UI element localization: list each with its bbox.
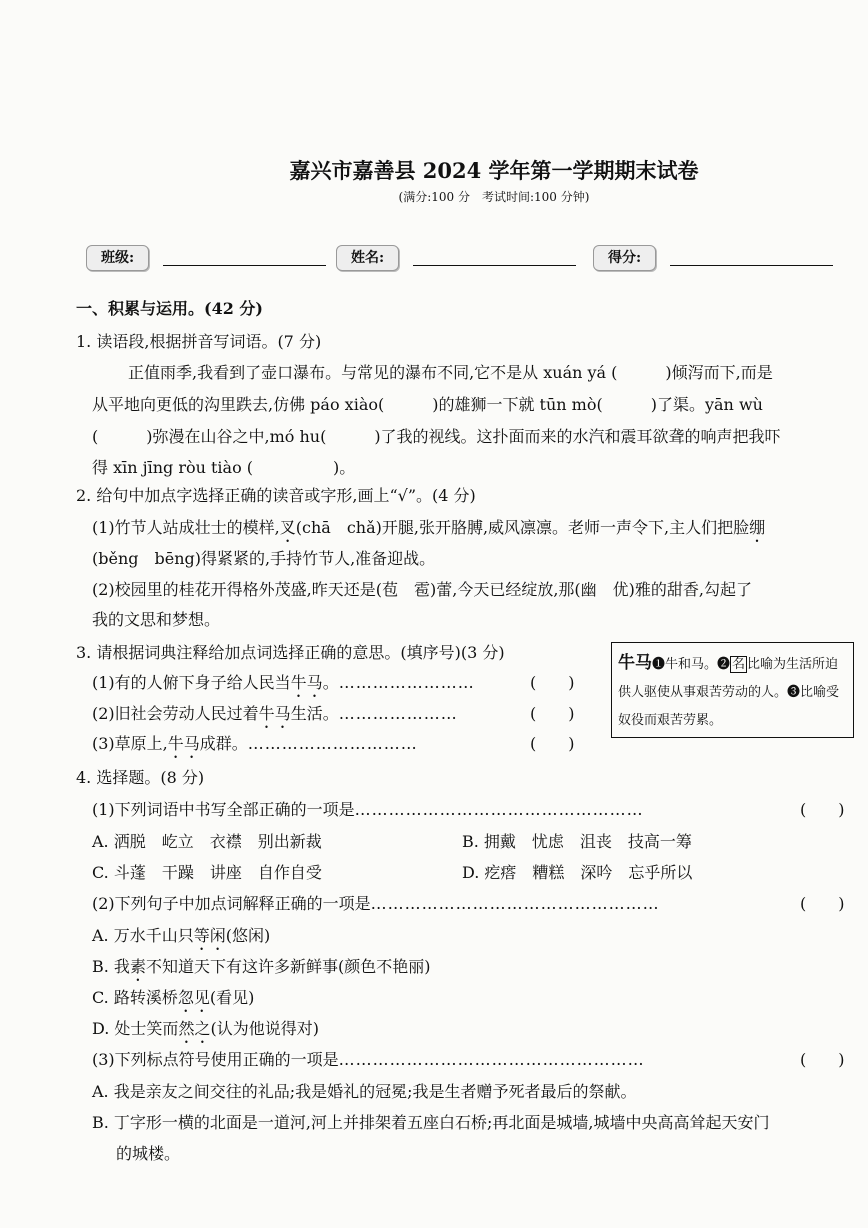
q2-item-1 [92, 518, 765, 546]
q4-text: D. 处士笑而 [92, 1019, 179, 1038]
q3-item-3 [92, 734, 418, 762]
answer-paren[interactable]: ( ) [530, 734, 575, 753]
q1-line-2: 从平地向更低的沟里跌去,仿佛 páo xiào( )的雄狮一下就 tūn mò( )了渠。yān wù [92, 395, 763, 414]
dict-def: 比喻为生活所迫供人驱使从事艰苦劳动的人。❸比喻受奴役而艰苦劳累。 [618, 657, 840, 728]
q4-text: (3)下列标点符号使用正确的一项是 [92, 1050, 339, 1069]
q4-sub1-question [92, 800, 644, 820]
answer-paren[interactable]: ( ) [800, 894, 845, 913]
dict-def: ❶牛和马。❷ [652, 657, 731, 672]
dot-leader: ……………………………………………… [338, 1050, 645, 1069]
noun-tag: 名 [732, 657, 746, 672]
name-label: 姓名: [336, 245, 399, 271]
q4-text: A. 万水千山只 [92, 926, 194, 945]
dot-leader: ………………… [338, 704, 458, 723]
q4-text: (悠闲) [225, 926, 271, 945]
q4-text: C. 路转溪桥 [92, 988, 178, 1007]
option-c [92, 988, 254, 1016]
q4-text: 不知道天下有这许多新鲜事(颜色不艳丽) [145, 957, 431, 976]
dotted-word: 牛马 [290, 673, 323, 692]
dot-leader: ………………………… [247, 734, 418, 753]
answer-paren[interactable]: ( ) [800, 800, 845, 819]
score-blank[interactable] [670, 265, 833, 266]
class-blank[interactable] [163, 265, 326, 266]
q4-text: (2)下列句子中加点词解释正确的一项是 [92, 894, 371, 913]
dotted-word: 忽见 [177, 988, 210, 1007]
answer-paren[interactable]: ( ) [800, 1050, 845, 1069]
q2-text: (chā chǎ)开腿,张开胳膊,威风凛凛。老师一声令下,主人们把脸 [295, 518, 750, 537]
answer-paren[interactable]: ( ) [530, 673, 575, 692]
option-d [92, 1019, 319, 1047]
q2-text: (1)竹节人站成壮士的模样, [92, 518, 280, 537]
q4-text: B. 我 [92, 957, 130, 976]
option-b: B. 拥戴 忧虑 沮丧 技高一筹 [462, 832, 692, 851]
answer-paren[interactable]: ( ) [530, 704, 575, 723]
score-label: 得分: [593, 245, 656, 271]
q3-text: (1)有的人俯下身子给人民当 [92, 673, 291, 692]
q3-text: 成群。 [199, 734, 248, 753]
option-b: B. 丁字形一横的北面是一道河,河上并排架着五座白石桥;再北面是城墙,城墙中央高高耸起天安门 [92, 1113, 770, 1132]
question-3-title: 3. 请根据词典注释给加点词选择正确的意思。(填序号)(3 分) [76, 643, 505, 662]
option-a: A. 洒脱 屹立 衣襟 别出新裁 [92, 832, 322, 851]
question-2-title: 2. 给句中加点字选择正确的读音或字形,画上“√”。(4 分) [76, 486, 476, 505]
q4-text: (看见) [209, 988, 255, 1007]
dotted-word: 牛马 [167, 734, 200, 753]
q4-sub3-question [92, 1050, 645, 1070]
dot-leader: …………………………………………… [354, 800, 644, 819]
q4-sub2-question [92, 894, 660, 914]
dotted-word: 然之 [178, 1019, 211, 1038]
dotted-char: 叉 [279, 518, 296, 537]
q3-item-2 [92, 704, 458, 732]
q4-text: (认为他说得对) [210, 1019, 319, 1038]
dotted-word: 等闲 [193, 926, 226, 945]
dot-leader: …………………………………………… [370, 894, 660, 913]
q4-text: (1)下列词语中书写全部正确的一项是 [92, 800, 355, 819]
option-d: D. 疙瘩 糟糕 深吟 忘乎所以 [462, 863, 693, 882]
dictionary-entry-box [611, 642, 854, 738]
option-a: A. 我是亲友之间交往的礼品;我是婚礼的冠冕;我是生者赠予死者最后的祭献。 [92, 1082, 637, 1101]
option-a [92, 926, 270, 954]
name-blank[interactable] [413, 265, 576, 266]
exam-subtitle: (满分:100 分 考试时间:100 分钟) [398, 190, 590, 204]
q3-text: 。 [322, 673, 339, 692]
class-label: 班级: [86, 245, 149, 271]
q1-line-4: 得 xīn jīng ròu tiào ( )。 [92, 458, 356, 477]
question-1-title: 1. 读语段,根据拼音写词语。(7 分) [76, 332, 322, 351]
page-title: 嘉兴市嘉善县 2024 学年第一学期期末试卷 [289, 158, 699, 183]
option-b-cont: 的城楼。 [116, 1144, 181, 1163]
q1-line-3: ( )弥漫在山谷之中,mó hu( )了我的视线。这扑面而来的水汽和震耳欲聋的响声把我吓 [92, 427, 781, 446]
q3-text: 生活。 [290, 704, 339, 723]
dotted-word: 牛马 [258, 704, 291, 723]
q1-line-1: 正值雨季,我看到了壶口瀑布。与常见的瀑布不同,它不是从 xuán yá ( )倾泻而下,而是 [128, 363, 773, 382]
option-b [92, 957, 430, 985]
section-heading: 一、积累与运用。(42 分) [76, 299, 263, 318]
q2-item-1-cont: (běng bēng)得紧紧的,手持竹节人,准备迎战。 [92, 549, 436, 568]
option-c: C. 斗蓬 干躁 讲座 自作自受 [92, 863, 322, 882]
dotted-char: 绷 [749, 518, 766, 537]
q3-text: (3)草原上, [92, 734, 168, 753]
q2-item-2-cont: 我的文思和梦想。 [92, 610, 221, 629]
q3-item-1 [92, 673, 475, 701]
q2-item-2: (2)校园里的桂花开得格外茂盛,昨天还是(苞 雹)蕾,今天已经绽放,那(幽 优)雅的甜香,勾起了 [92, 580, 752, 599]
dict-word: 牛马 [618, 653, 652, 673]
q3-text: (2)旧社会劳动人民过着 [92, 704, 259, 723]
dot-leader: …………………… [338, 673, 475, 692]
dotted-word: 素 [129, 957, 146, 976]
question-4-title: 4. 选择题。(8 分) [76, 768, 205, 787]
